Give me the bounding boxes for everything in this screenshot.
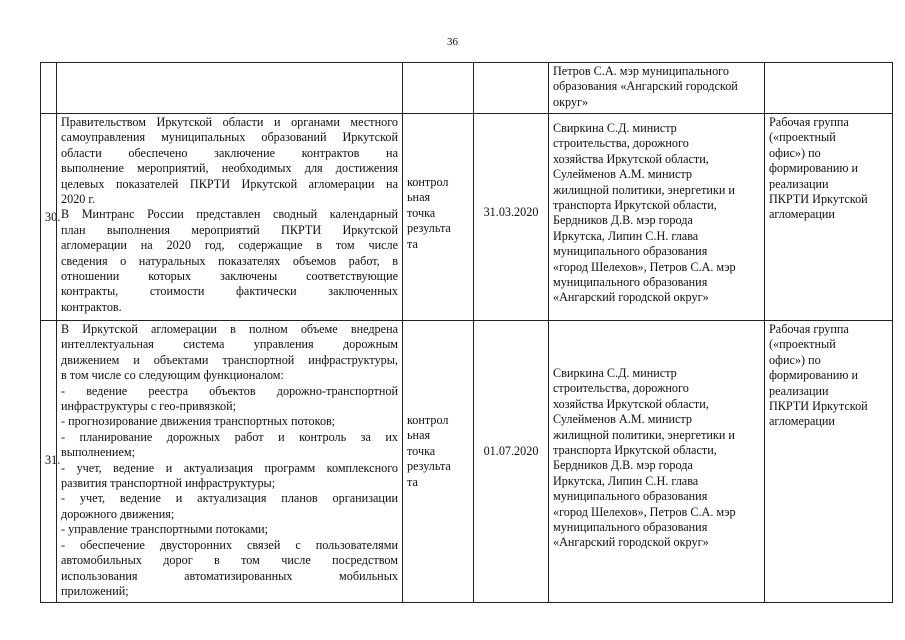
responsible-line: Иркутска, Липин С.Н. глава	[553, 228, 699, 243]
responsible-line: «Ангарский городской округ»	[553, 290, 709, 305]
description-line: инфраструктуры с гео-привязкой;	[61, 399, 237, 414]
description-line: приложений;	[61, 583, 129, 598]
description-line: - ведение реестра объектов дорожно-транспортной	[61, 383, 398, 398]
responsible-line: жилищной политики, энергетики и	[553, 182, 735, 197]
type-line: результа	[407, 221, 451, 236]
group-line: ПКРТИ Иркутской	[769, 399, 868, 414]
description-line: Правительством Иркутской области и органами местного	[61, 115, 398, 129]
description-line: - управление транспортными потоками;	[61, 522, 269, 537]
group-line: Рабочая группа	[769, 322, 849, 336]
responsible-line: образования «Ангарский городской	[553, 79, 738, 94]
type-line: контрол	[407, 413, 449, 427]
group-line: агломерации	[769, 414, 835, 429]
description-line: выполнением;	[61, 445, 135, 460]
cell-type	[403, 114, 474, 321]
group-line: формированию и	[769, 161, 859, 176]
description-line: контрактов.	[61, 299, 122, 314]
group-line: ПКРТИ Иркутской	[769, 192, 868, 207]
date-value: 01.07.2020	[483, 444, 539, 458]
group-line: офис») по	[769, 145, 821, 160]
cell-responsible	[549, 321, 765, 603]
cell-type	[403, 321, 474, 603]
description-line: интеллектуальная система управления дорожным	[61, 337, 398, 352]
cell-number	[41, 63, 57, 114]
group-line: реализации	[769, 383, 829, 398]
responsible-line: Петров С.А. мэр муниципального	[553, 64, 729, 78]
cell-responsible	[549, 114, 765, 321]
cell-group	[765, 63, 893, 114]
description-line: - учет, ведение и актуализация планов организации	[61, 491, 398, 506]
description-line: В Иркутской агломерации в полном объеме внедрена	[61, 322, 398, 336]
responsible-line: округ»	[553, 94, 589, 109]
description-line: развития транспортной инфраструктуры;	[61, 476, 276, 491]
description-line: план выполнения мероприятий ПКРТИ Иркутской	[61, 222, 398, 237]
responsible-line: жилищной политики, энергетики и	[553, 427, 735, 442]
responsible-line: хозяйства Иркутской области,	[553, 151, 709, 166]
table-row	[41, 114, 893, 321]
responsible-line: строительства, дорожного	[553, 381, 689, 396]
responsible-line: Иркутска, Липин С.Н. глава	[553, 473, 699, 488]
description-line: агломерации на 2020 год, содержащие в том числе	[61, 238, 398, 253]
cell-date	[474, 63, 549, 114]
description-line: в том числе со следующим функционалом:	[61, 368, 284, 383]
plan-table	[40, 62, 893, 603]
table-row-continuation	[41, 63, 893, 114]
responsible-line: муниципального образования	[553, 275, 708, 290]
type-line: контрол	[407, 175, 449, 189]
description-line: - планирование дорожных работ и контроль за их	[61, 429, 398, 444]
description-line: целевых показателей ПКРТИ Иркутской агломерации на	[61, 176, 398, 191]
responsible-line: «город Шелехов», Петров С.А. мэр	[553, 504, 736, 519]
type-line: та	[407, 236, 418, 251]
description-line: самоуправления муниципальных образований Иркутской	[61, 130, 398, 145]
responsible-line: муниципального образования	[553, 520, 708, 535]
cell-group	[765, 321, 893, 603]
group-line: реализации	[769, 176, 829, 191]
page-number: 36	[447, 36, 458, 48]
group-line: офис») по	[769, 352, 821, 367]
group-line: («проектный	[769, 130, 836, 145]
description-line: выполнение мероприятий, необходимых для достижения	[61, 161, 398, 176]
cell-description	[57, 321, 403, 603]
responsible-line: Свиркина С.Д. министр	[553, 366, 677, 380]
description-line: движением и объектами транспортной инфраструктуры,	[61, 352, 398, 367]
responsible-line: «город Шелехов», Петров С.А. мэр	[553, 259, 736, 274]
description-line: использования автоматизированных мобильных	[61, 568, 398, 583]
responsible-line: Бердников Д.В. мэр города	[553, 213, 693, 228]
description-line: 2020 г.	[61, 192, 96, 207]
type-line: результа	[407, 459, 451, 474]
group-line: формированию и	[769, 368, 859, 383]
cell-description	[57, 114, 403, 321]
responsible-line: муниципального образования	[553, 489, 708, 504]
cell-responsible	[549, 63, 765, 114]
group-line: («проектный	[769, 337, 836, 352]
group-line: агломерации	[769, 207, 835, 222]
description-line: В Минтранс России представлен сводный календарный	[61, 207, 398, 222]
responsible-line: транспорта Иркутской области,	[553, 443, 717, 458]
description-line: автомобильных дорог в том числе посредством	[61, 553, 398, 568]
description-line: отношении которых заключены соответствующие	[61, 269, 398, 284]
date-value: 31.03.2020	[483, 205, 539, 219]
cell-date	[474, 321, 549, 603]
description-line: - учет, ведение и актуализация программ комплексного	[61, 460, 398, 475]
type-line: ьная	[407, 428, 431, 443]
responsible-line: Сулейменов А.М. министр	[553, 167, 692, 182]
responsible-line: муниципального образования	[553, 244, 708, 259]
description-line: - прогнозирование движения транспортных потоков;	[61, 414, 336, 429]
cell-type	[403, 63, 474, 114]
cell-group	[765, 114, 893, 321]
responsible-line: Свиркина С.Д. министр	[553, 121, 677, 135]
type-line: точка	[407, 205, 436, 220]
table-row	[41, 321, 893, 603]
responsible-line: транспорта Иркутской области,	[553, 198, 717, 213]
responsible-line: «Ангарский городской округ»	[553, 535, 709, 550]
description-line: - обеспечение двусторонних связей с пользователями	[61, 537, 398, 552]
description-line: области обеспечено заключение контрактов на	[61, 145, 398, 160]
row-number: 30.	[41, 114, 57, 321]
description-line: контракты, стоимости фактически заключенных	[61, 284, 398, 299]
cell-date	[474, 114, 549, 321]
description-line: сведения о натуральных показателях объемов работ, в	[61, 253, 398, 268]
responsible-line: хозяйства Иркутской области,	[553, 396, 709, 411]
description-line: дорожного движения;	[61, 506, 175, 521]
responsible-line: строительства, дорожного	[553, 136, 689, 151]
row-number: 31.	[41, 321, 57, 603]
group-line: Рабочая группа	[769, 115, 849, 129]
cell-description	[57, 63, 403, 114]
type-line: точка	[407, 443, 436, 458]
type-line: ьная	[407, 190, 431, 205]
type-line: та	[407, 474, 418, 489]
responsible-line: Бердников Д.В. мэр города	[553, 458, 693, 473]
responsible-line: Сулейменов А.М. министр	[553, 412, 692, 427]
